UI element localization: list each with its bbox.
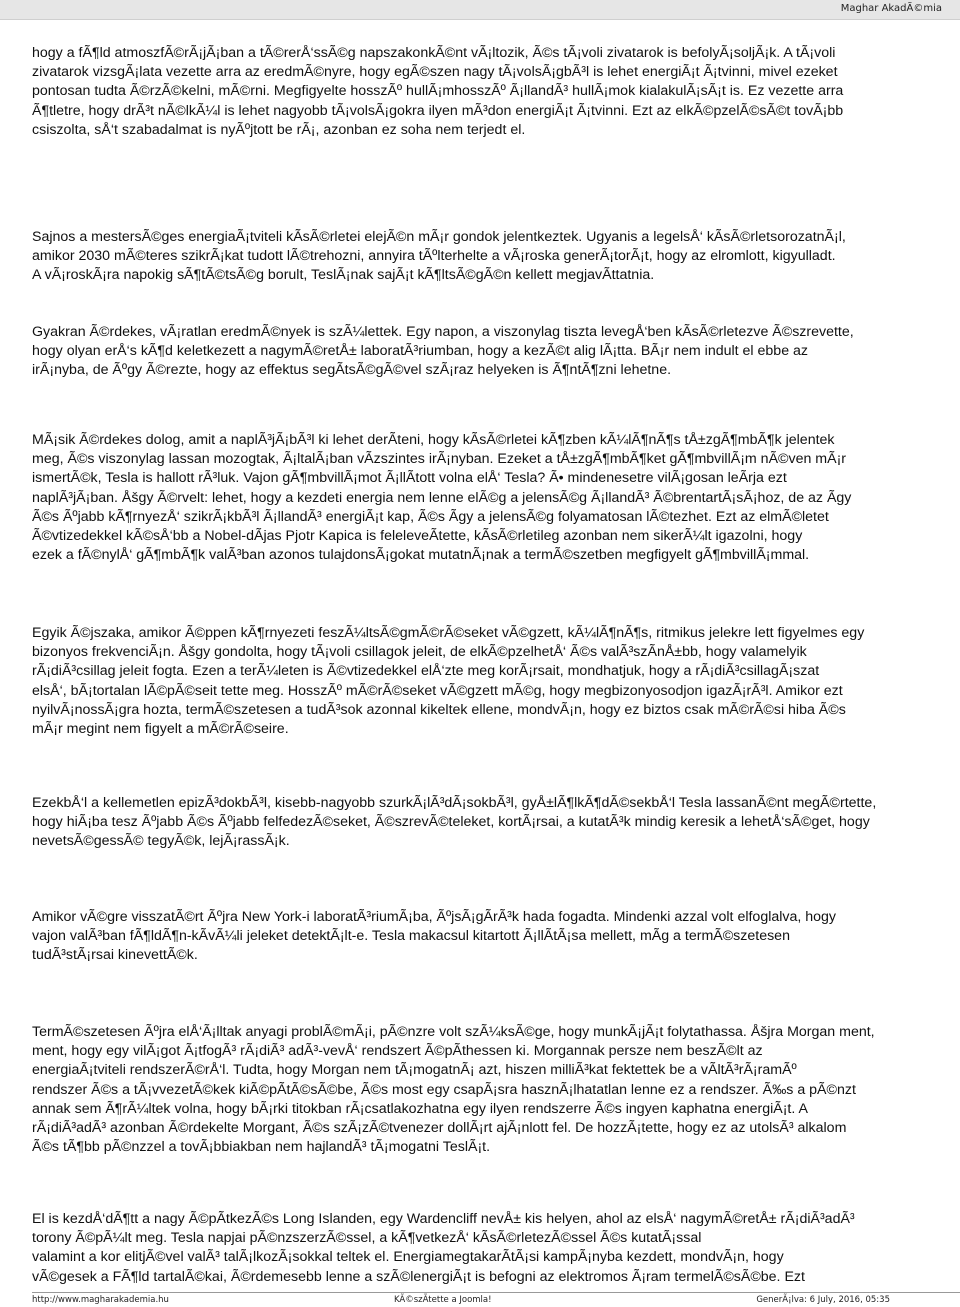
footer-generated-date: GenerÃ¡lva: 6 July, 2016, 05:35: [756, 1295, 890, 1305]
page-header: [0, 0, 960, 20]
paragraph: [32, 908, 836, 966]
paragraph: [32, 44, 843, 140]
text-line: annak sem Ã¶rÃ¼ltek volna, hogy bÃ¡rki titokban rÃ¡csatlakozhatna egy ilyen rendszerre Ã©s ingyen kaphatna energiÃ¡t. A: [32, 1100, 808, 1117]
text-line: Ã©s tÃ¶bb pÃ©nzzel a tovÃ¡bbiakban nem hajlandÃ³ tÃ¡mogatni TeslÃ¡t.: [32, 1139, 491, 1156]
text-line: meg, Ã©s viszonylag lassan mozogtak, Ã¡ltalÃ¡ban vÃzszintes irÃ¡nyban. Ezeket a tÅ±zgÃ¶mbÃ¶ket gÃ¶mbvillÃ¡m nÃ©ven mÃ¡r: [32, 451, 847, 468]
text-line: mÃ¡r megint nem figyelt a mÃ©rÃ©seire.: [32, 721, 289, 738]
text-line: Egyik Ã©jszaka, amikor Ã©ppen kÃ¶rnyezeti feszÃ¼ltsÃ©gmÃ©rÃ©seket vÃ©gzett, kÃ¼lÃ¶nÃ¶s, ritmikus jelekre lett figyelmes egy: [32, 625, 865, 641]
text-line: rÃ¡diÃ³csillag jeleit fogta. Ezen a terÃ¼leten is Ã©vtizedekkel elÅ‘zte meg korÃ¡rsait, mondhatjuk, hogy a rÃ¡diÃ³csillagÃ¡szat: [32, 663, 820, 680]
text-line: El is kezdÅ‘dÃ¶tt a nagy Ã©pÃtkezÃ©s Long Islanden, egy Wardencliff nevÅ± kis helyen, ahol az elsÅ‘ nagymÃ©retÅ± rÃ¡diÃ³adÃ³: [32, 1211, 855, 1227]
text-line: vajon valÃ³ban fÃ¶ldÃ¶n-kÃvÃ¼li jeleket detektÃ¡lt-e. Tesla makacsul kitartott Ã¡llÃtÃ¡sa mellett, mÃg a termÃ©szetesen: [32, 928, 790, 945]
footer-credit: KÃ©szÃtette a Joomla!: [394, 1295, 492, 1305]
paragraph: [32, 794, 876, 852]
text-line: Sajnos a mestersÃ©ges energiaÃ¡tviteli kÃsÃ©rletei elejÃ©n mÃ¡r gondok jelentkeztek. Ugyanis a legelsÅ‘ kÃsÃ©rletsorozatnÃ¡l,: [32, 229, 846, 245]
text-line: ment, hogy egy vilÃ¡got Ã¡tfogÃ³ rÃ¡diÃ³ adÃ³-vevÅ‘ rendszert Ã©pÃthessen ki. Morgannak persze nem beszÃ©lt az: [32, 1043, 763, 1060]
text-line: tudÃ³stÃ¡rsai kinevettÃ©k.: [32, 947, 198, 964]
text-line: rendszer Ã©s a tÃ¡vvezetÃ©kek kiÃ©pÃtÃ©sÃ©be, Ã©s most egy csapÃ¡sra hasznÃ¡lhatatlan lenne ez a rendszer. Ã‰s a pÃ©nzt: [32, 1081, 856, 1098]
text-line: nevetsÃ©gessÃ© tegyÃ©k, lejÃ¡rassÃ¡k.: [32, 833, 290, 850]
text-line: Amikor vÃ©gre visszatÃ©rt Ãºjra New York-i laboratÃ³riumÃ¡ba, ÃºjsÃ¡gÃrÃ³k hada fogadta. Mindenki azzal volt elfoglalva, hogy: [32, 909, 837, 925]
text-line: ezek a fÃ©nylÅ‘ gÃ¶mbÃ¶k valÃ³ban azonos tulajdonsÃ¡gokat mutatnÃ¡nak a termÃ©szetben megfigyelt gÃ¶mbvillÃ¡mmal.: [32, 547, 810, 564]
text-line: Ã©s Ãºjabb kÃ¶rnyezÅ‘ szikrÃ¡kbÃ³l Ã¡llandÃ³ energiÃ¡t kap, Ã©s Ãgy a jelensÃ©g folyamatosan lÃ©tezhet. Ezt az elmÃ©letet: [32, 508, 829, 525]
text-line: Ã¶tletre, hogy drÃ³t nÃ©lkÃ¼l is lehet nagyobb tÃ¡volsÃ¡gokra ilyen mÃ³don energiÃ¡t Ã¡tvinni. Ezt az elkÃ©pzelÃ©sÃ©t tovÃ¡bb: [32, 102, 844, 119]
text-line: pontosan tudta Ã©rzÃ©kelni, mÃ©rni. Megfigyelte hosszÃº hullÃ¡mhosszÃº Ã¡llandÃ³ hullÃ¡mok kialakulÃ¡sÃ¡t is. Ez vezette arra: [32, 83, 844, 100]
text-line: torony Ã©pÃ¼lt meg. Tesla napjai pÃ©nzszerzÃ©ssel, a kÃ¶vetkezÅ‘ kÃsÃ©rletezÃ©ssel Ã©s kutatÃ¡ssal: [32, 1230, 702, 1247]
text-line: hogy hiÃ¡ba tesz Ãºjabb Ã©s Ãºjabb felfedezÃ©seket, Ã©szrevÃ©teleket, kortÃ¡rsai, a kutatÃ³k mindig keresik a lehetÅ‘sÃ©get, hogy: [32, 814, 870, 831]
text-line: hogy a fÃ¶ld atmoszfÃ©rÃ¡jÃ¡ban a tÃ©rerÅ‘ssÃ©g napszakonkÃ©nt vÃ¡ltozik, Ã©s tÃ¡voli zivatarok is befolyÃ¡soljÃ¡k. A tÃ¡voli: [32, 45, 836, 61]
text-line: energiaÃ¡tviteli rendszerÃ©rÅ‘l. Tudta, hogy Morgan nem tÃ¡mogatnÃ¡ azt, hiszen milliÃ³kat fektettek be a vÃltÃ³rÃ¡ramÃº: [32, 1062, 797, 1079]
text-line: elsÅ‘, bÃ¡tortalan lÃ©pÃ©seit tette meg. HosszÃº mÃ©rÃ©seket vÃ©gzett mÃ©g, hogy megbizonyosodjon igazÃ¡rÃ³l. Amikor ezt: [32, 682, 843, 699]
text-line: rÃ¡diÃ³adÃ³ azonban Ã©rdekelte Morgant, Ã©s szÃ¡zÃ©tvenezer dollÃ¡rt ajÃ¡nlott fel. De hozzÃ¡tette, hogy ez az utolsÃ³ alkalom: [32, 1120, 847, 1137]
paragraph: [32, 1210, 855, 1284]
text-line: A vÃ¡roskÃ¡ra napokig sÃ¶tÃ©tsÃ©g borult, TeslÃ¡nak sajÃ¡t kÃ¶ltsÃ©gÃ©n kellett megjavÃttatnia.: [32, 267, 655, 284]
paragraph: [32, 431, 851, 565]
text-line: amikor 2030 mÃ©teres szikrÃ¡kat tudott lÃ©trehozni, annyira tÃºlterhelte a vÃ¡roska generÃ¡torÃ¡t, hogy az elromlott, kigyulladt.: [32, 248, 836, 265]
site-title: Maghar AkadÃ©mia: [840, 3, 942, 14]
paragraph: [32, 323, 854, 381]
text-line: zivatarok vizsgÃ¡lata vezette arra az eredmÃ©nyre, hogy egÃ©szen nagy tÃ¡volsÃ¡gbÃ³l is lehet energiÃ¡t Ã¡tvinni, mivel ezeket: [32, 64, 838, 81]
text-line: MÃ¡sik Ã©rdekes dolog, amit a naplÃ³jÃ¡bÃ³l ki lehet derÃteni, hogy kÃsÃ©rletei kÃ¶zben kÃ¼lÃ¶nÃ¶s tÅ±zgÃ¶mbÃ¶k jelentek: [32, 432, 835, 448]
page-footer: [32, 1292, 960, 1307]
text-line: TermÃ©szetesen Ãºjra elÅ‘Ã¡lltak anyagi problÃ©mÃ¡i, pÃ©nzre volt szÃ¼ksÃ©ge, hogy munkÃ¡jÃ¡t folytathassa. Åšjra Morgan ment,: [32, 1024, 875, 1040]
text-line: bizonyos frekvenciÃ¡n. Åšgy gondolta, hogy tÃ¡voli csillagok jeleit, de elkÃ©pzelhetÅ‘ Ã©s valÃ³szÃnÅ±bb, hogy valamelyik: [32, 644, 807, 661]
text-line: hogy olyan erÅ‘s kÃ¶d keletkezett a nagymÃ©retÅ± laboratÃ³riumban, hogy a kezÃ©t alig lÃ¡tta. BÃ¡r nem indult el ebbe az: [32, 343, 809, 360]
text-line: vÃ©gesek a FÃ¶ld tartalÃ©kai, Ã©rdemesebb lenne a szÃ©lenergiÃ¡t is befogni az elektromos Ã¡ram termelÃ©sÃ©be. Ezt: [32, 1268, 805, 1284]
text-line: naplÃ³jÃ¡ban. Åšgy Ã©rvelt: lehet, hogy a kezdeti energia nem lenne elÃ©g a jelensÃ©g Ã¡llandÃ³ Ã©brentartÃ¡sÃ¡hoz, de az Ãgy: [32, 489, 852, 506]
text-line: nyilvÃ¡nossÃ¡gra hozta, termÃ©szetesen a tudÃ³sok azonnal kikeltek ellene, mondvÃ¡n, hogy ez biztos csak mÃ©rÃ©si hiba Ã©s: [32, 701, 846, 718]
footer-url-link[interactable]: http://www.magharakademia.hu: [32, 1295, 169, 1305]
paragraph: [32, 1023, 875, 1157]
text-line: Gyakran Ã©rdekes, vÃ¡ratlan eredmÃ©nyek is szÃ¼lettek. Egy napon, a viszonylag tiszta levegÅ‘ben kÃsÃ©rletezve Ã©szrevette,: [32, 324, 854, 340]
paragraph: [32, 624, 864, 739]
article-body: [32, 44, 960, 1284]
text-line: valamint a kor elitjÃ©vel valÃ³ talÃ¡lkozÃ¡sokkal teltek el. EnergiamegtakarÃtÃ¡si kampÃ¡nyba kezdett, mondvÃ¡n, hogy: [32, 1249, 784, 1266]
text-line: Ã©vtizedekkel kÃ©sÅ‘bb a Nobel-dÃjas Pjotr Kapica is feleleveÃtette, kÃsÃ©rletileg azonban nem sikerÃ¼lt igazolni, hogy: [32, 528, 803, 545]
text-line: csiszolta, sÅ‘t szabadalmat is nyÃºjtott be rÃ¡, azonban ez soha nem terjedt el.: [32, 121, 526, 138]
paragraph: [32, 228, 846, 286]
text-line: EzekbÅ‘l a kellemetlen epizÃ³dokbÃ³l, kisebb-nagyobb szurkÃ¡lÃ³dÃ¡sokbÃ³l, gyÅ±lÃ¶lkÃ¶dÃ©sekbÅ‘l Tesla lassanÃ©nt megÃ©rtette,: [32, 795, 877, 811]
text-line: ismertÃ©k, Tesla is hallott rÃ³luk. Vajon gÃ¶mbvillÃ¡mot Ã¡llÃtott volna elÅ‘ Tesla? Ã• mindenesetre vilÃ¡gosan leÃrja ezt: [32, 470, 787, 487]
text-line: irÃ¡nyba, de Ãºgy Ã©rezte, hogy az effektus segÃtsÃ©gÃ©vel szÃ¡raz helyeken is Ã¶ntÃ¶zni lehetne.: [32, 362, 672, 379]
